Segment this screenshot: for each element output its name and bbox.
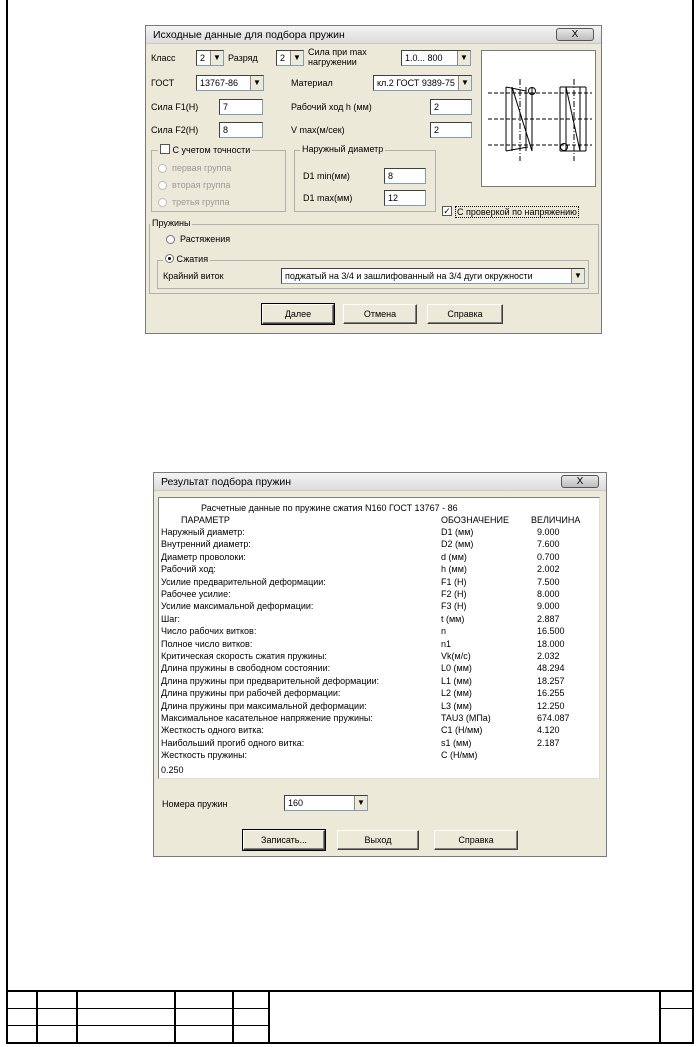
symbol-cell: n xyxy=(441,626,447,637)
value-cell: 2.002 xyxy=(537,564,560,575)
param-cell: Длина пружины в свободном состоянии: xyxy=(161,663,331,674)
f1-value: 7 xyxy=(223,102,229,112)
table-row xyxy=(159,600,599,612)
vmax-input[interactable] xyxy=(430,122,472,138)
table-row xyxy=(159,551,599,563)
class-select[interactable] xyxy=(196,50,224,66)
material-value: кл.2 ГОСТ 9389-75 xyxy=(377,78,455,88)
param-cell: Шаг: xyxy=(161,613,181,624)
title-block-line xyxy=(6,1008,268,1009)
value-cell: 9.000 xyxy=(537,601,560,612)
chevron-down-icon[interactable]: ▼ xyxy=(210,51,223,65)
column-param-header: ПАРАМЕТР xyxy=(181,515,230,525)
title-block-line xyxy=(659,1008,694,1009)
group-1-label: первая группа xyxy=(172,163,232,173)
result-list[interactable] xyxy=(158,497,600,779)
value-cell: 2.887 xyxy=(537,613,560,624)
f1-input[interactable] xyxy=(219,99,263,115)
column-value-header: ВЕЛИЧИНА xyxy=(531,515,581,525)
symbol-cell: F3 (H) xyxy=(441,601,467,612)
value-cell: 674.087 xyxy=(537,713,570,723)
end-coil-value: поджатый на 3/4 и зашлифованный на 3/4 дуги окружности xyxy=(285,271,533,281)
spring-number-select[interactable] xyxy=(284,795,368,811)
param-cell: Жесткость пружины: xyxy=(161,750,248,761)
close-icon: X xyxy=(576,476,584,487)
input-dialog-titlebar[interactable] xyxy=(146,26,601,44)
gost-select[interactable] xyxy=(196,75,264,91)
result-dialog xyxy=(153,472,607,857)
table-row xyxy=(159,526,599,538)
symbol-cell: L1 (мм) xyxy=(441,675,472,686)
result-dialog-titlebar[interactable] xyxy=(154,473,606,491)
chevron-down-icon[interactable]: ▼ xyxy=(250,76,263,90)
param-cell: Максимальное касательное напряжение пружины: xyxy=(161,713,373,723)
value-cell: 2.187 xyxy=(537,737,560,748)
save-button[interactable]: Записать... xyxy=(243,830,325,850)
force-range-select[interactable] xyxy=(401,50,471,66)
chevron-down-icon[interactable]: ▼ xyxy=(458,76,471,90)
tension-radio[interactable] xyxy=(166,235,175,244)
spring-picture xyxy=(481,50,596,187)
param-cell: Длина пружины при максимальной деформации: xyxy=(161,700,367,711)
diameter-legend: Наружный диаметр xyxy=(302,144,384,154)
exit-button[interactable]: Выход xyxy=(337,830,419,850)
force-max-label-2: нагружении xyxy=(308,57,357,67)
title-block-line xyxy=(36,992,38,1044)
symbol-cell: n1 xyxy=(441,638,452,649)
title-block-line xyxy=(232,992,234,1044)
accuracy-checkbox[interactable] xyxy=(160,144,170,154)
compression-label: Сжатия xyxy=(176,254,209,264)
table-row xyxy=(159,625,599,637)
f2-label: Сила F2(H) xyxy=(151,125,199,135)
table-row xyxy=(159,613,599,625)
table-row xyxy=(159,650,599,662)
accuracy-legend xyxy=(158,144,252,155)
value-cell: 2.032 xyxy=(537,651,560,661)
param-cell: Рабочий ход: xyxy=(161,564,216,575)
category-label: Разряд xyxy=(228,53,258,63)
table-row xyxy=(159,576,599,588)
cancel-button[interactable]: Отмена xyxy=(343,304,417,324)
input-dialog-title: Исходные данные для подбора пружин xyxy=(153,29,345,41)
title-block-line xyxy=(174,992,176,1044)
value-cell: 0.700 xyxy=(537,551,560,562)
stress-check-checkbox[interactable]: ✓ xyxy=(443,206,451,216)
group-1-radio[interactable] xyxy=(158,164,167,173)
wrapped-value-row xyxy=(159,764,599,776)
title-block-line xyxy=(659,992,661,1044)
table-row xyxy=(159,538,599,550)
class-label: Класс xyxy=(151,53,176,63)
d1max-input[interactable] xyxy=(384,190,426,206)
param-cell: Наибольший прогиб одного витка: xyxy=(161,737,305,748)
end-coil-label: Крайний виток xyxy=(163,271,224,281)
compression-spring-icon xyxy=(482,51,595,186)
value-cell: 9.000 xyxy=(537,527,560,537)
stroke-value: 2 xyxy=(434,102,440,112)
symbol-cell: D2 (мм) xyxy=(441,539,474,550)
f2-value: 8 xyxy=(223,125,229,135)
value-cell: 7.500 xyxy=(537,576,560,587)
param-cell: Критическая скорость сжатия пружины: xyxy=(161,651,327,661)
category-value: 2 xyxy=(280,53,286,63)
symbol-cell: Vk(м/c) xyxy=(441,651,471,661)
d1min-input[interactable] xyxy=(384,168,426,184)
value-cell: 8.000 xyxy=(537,589,560,599)
stroke-input[interactable] xyxy=(430,99,472,115)
chevron-down-icon[interactable]: ▼ xyxy=(290,51,303,65)
category-select[interactable] xyxy=(276,50,304,66)
param-cell: Жесткость одного витка: xyxy=(161,725,264,736)
param-cell: Внутренний диаметр: xyxy=(161,539,251,550)
param-cell: Наружный диаметр: xyxy=(161,527,245,537)
param-cell: Полное число витков: xyxy=(161,638,253,649)
chevron-down-icon[interactable]: ▼ xyxy=(571,269,584,283)
column-symbol-header: ОБОЗНАЧЕНИЕ xyxy=(441,515,510,525)
symbol-cell: h (мм) xyxy=(441,564,467,575)
param-cell: Число рабочих витков: xyxy=(161,626,257,637)
class-value: 2 xyxy=(200,53,206,63)
value-cell: 48.294 xyxy=(537,663,565,674)
stress-check-label: С проверкой по напряжению xyxy=(457,207,577,217)
close-button[interactable] xyxy=(561,475,599,488)
param-cell: Длина пружины при предварительной деформации: xyxy=(161,675,380,686)
symbol-cell: d (мм) xyxy=(441,551,467,562)
param-cell: Длина пружины при рабочей деформации: xyxy=(161,688,341,699)
table-row xyxy=(159,724,599,736)
table-row xyxy=(159,712,599,724)
symbol-cell: TAU3 (МПа) xyxy=(441,713,491,723)
help-button[interactable]: Справка xyxy=(434,830,518,850)
d1min-value: 8 xyxy=(388,171,394,181)
param-cell: Усилие предварительной деформации: xyxy=(161,576,326,587)
table-row xyxy=(159,687,599,699)
symbol-cell: t (мм) xyxy=(441,613,465,624)
table-row xyxy=(159,588,599,600)
group-3-label: третья группа xyxy=(172,197,230,207)
table-row xyxy=(159,563,599,575)
chevron-down-icon[interactable]: ▼ xyxy=(457,51,470,65)
close-icon: X xyxy=(571,29,579,40)
gost-label: ГОСТ xyxy=(151,78,175,88)
value-cell: 12.250 xyxy=(537,700,565,711)
spring-number-value: 160 xyxy=(288,798,304,808)
symbol-cell: C1 (Н/мм) xyxy=(441,725,483,736)
compression-radio[interactable] xyxy=(165,254,174,263)
material-label: Материал xyxy=(291,78,333,88)
f2-input[interactable] xyxy=(219,122,263,138)
value-cell: 18.257 xyxy=(537,675,565,686)
force-max-label: Сила при max xyxy=(308,47,367,57)
title-block-line xyxy=(76,992,78,1044)
param-cell: Усилие максимальной деформации: xyxy=(161,601,314,612)
value-cell: 16.255 xyxy=(537,688,565,699)
stroke-label: Рабочий ход h (мм) xyxy=(291,102,372,112)
table-row xyxy=(159,749,599,761)
table-row xyxy=(159,675,599,687)
symbol-cell: C (Н/мм) xyxy=(441,750,478,761)
chevron-down-icon[interactable]: ▼ xyxy=(354,796,367,810)
close-button[interactable] xyxy=(556,28,594,41)
result-caption: Расчетные данные по пружине сжатия N160 ГОСТ 13767 - 86 xyxy=(201,503,458,513)
value-cell: 16.500 xyxy=(537,626,565,637)
title-block-line xyxy=(6,1025,268,1026)
accuracy-label: С учетом точности xyxy=(172,145,251,155)
symbol-cell: L0 (мм) xyxy=(441,663,472,674)
result-header-row xyxy=(159,514,599,526)
wrapped-value: 0.250 xyxy=(161,765,184,775)
symbol-cell: s1 (мм) xyxy=(441,737,472,748)
vmax-value: 2 xyxy=(434,125,440,135)
symbol-cell: F2 (H) xyxy=(441,589,467,599)
group-3-radio[interactable] xyxy=(158,198,167,207)
result-caption-row xyxy=(159,502,599,514)
springs-legend: Пружины xyxy=(152,218,191,228)
d1min-label: D1 min(мм) xyxy=(303,171,350,181)
material-select[interactable] xyxy=(373,75,472,91)
tension-label: Растяжения xyxy=(180,234,231,244)
gost-value: 13767-86 xyxy=(200,78,239,88)
symbol-cell: D1 (мм) xyxy=(441,527,474,537)
value-cell: 18.000 xyxy=(537,638,565,649)
param-cell: Рабочее усилие: xyxy=(161,589,231,599)
vmax-label: V max(м/сек) xyxy=(291,125,345,135)
spring-number-label: Номера пружин xyxy=(162,799,228,809)
value-cell: 4.120 xyxy=(537,725,560,736)
d1max-label: D1 max(мм) xyxy=(303,193,353,203)
symbol-cell: F1 (H) xyxy=(441,576,467,587)
table-row xyxy=(159,700,599,712)
table-row xyxy=(159,737,599,749)
table-row xyxy=(159,662,599,674)
help-button[interactable]: Справка xyxy=(427,304,503,324)
d1max-value: 12 xyxy=(388,193,399,203)
param-cell: Диаметр проволоки: xyxy=(161,551,246,562)
end-coil-select[interactable] xyxy=(281,268,585,284)
result-dialog-title: Результат подбора пружин xyxy=(161,476,292,488)
compression-legend xyxy=(163,254,210,264)
force-range-value: 1.0... 800 xyxy=(405,53,443,63)
symbol-cell: L2 (мм) xyxy=(441,688,472,699)
f1-label: Сила F1(H) xyxy=(151,102,199,112)
input-dialog xyxy=(145,25,602,334)
group-2-radio[interactable] xyxy=(158,181,167,190)
title-block xyxy=(6,990,694,1044)
title-block-line xyxy=(268,992,270,1044)
table-row xyxy=(159,638,599,650)
group-2-label: вторая группа xyxy=(172,180,231,190)
symbol-cell: L3 (мм) xyxy=(441,700,472,711)
next-button[interactable]: Далее xyxy=(262,304,334,324)
value-cell: 7.600 xyxy=(537,539,560,550)
